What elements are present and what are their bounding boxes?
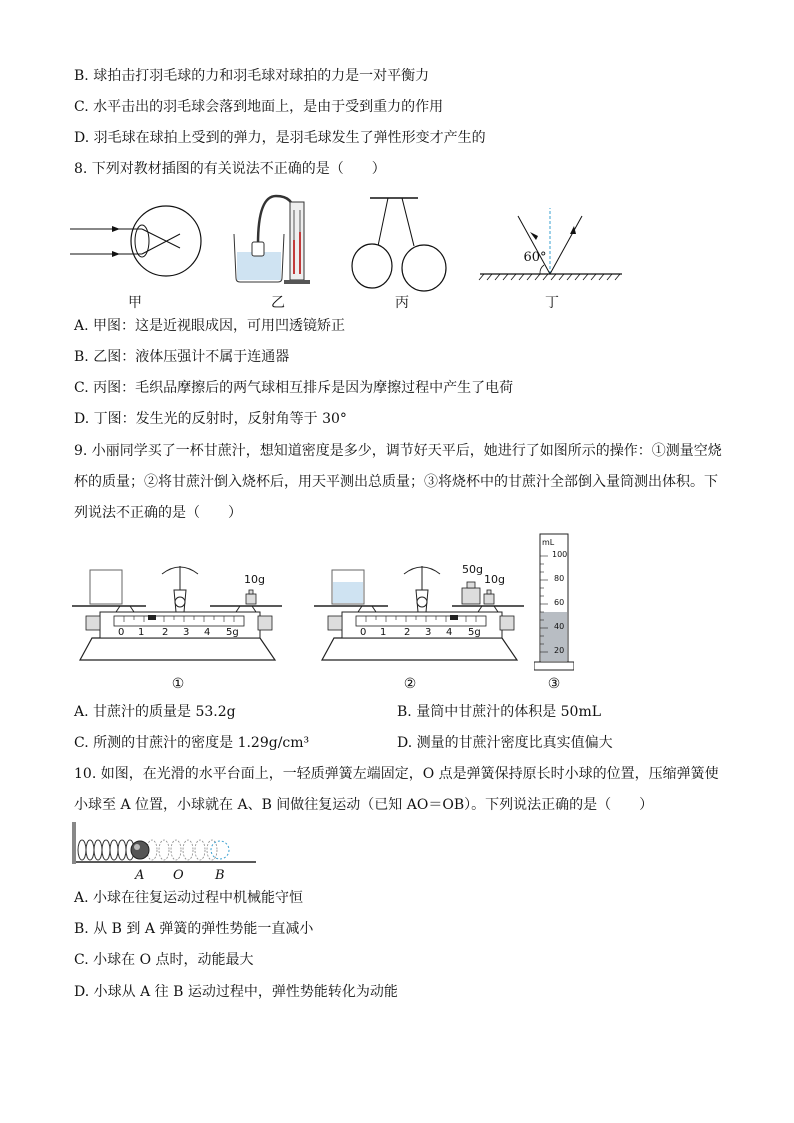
q9-fig1-scale-5g: 5g bbox=[226, 627, 239, 638]
q8-caption-bing: 丙 bbox=[395, 295, 409, 311]
q10-option-b: B. 从 B 到 A 弹簧的弹性势能一直减小 bbox=[74, 921, 314, 937]
q10-label-b: B bbox=[215, 868, 225, 883]
q10-label-a: A bbox=[135, 868, 145, 883]
q9-option-d: D. 测量的甘蔗汁密度比真实值偏大 bbox=[397, 735, 613, 751]
q10-stem-line1: 10. 如图，在光滑的水平台面上，一轻质弹簧左端固定，O 点是弹簧保持原长时小球的位置，压缩弹簧使 bbox=[74, 766, 719, 782]
q8-caption-ding: 丁 bbox=[545, 295, 559, 311]
q8-figure-yi-pressure-gauge bbox=[228, 188, 328, 288]
q9-option-a: A. 甘蔗汁的质量是 53.2g bbox=[74, 704, 236, 720]
q9-fig2-scale-4: 4 bbox=[446, 627, 453, 638]
q9-fig2-scale-5g: 5g bbox=[468, 627, 481, 638]
q9-fig2-scale-0: 0 bbox=[360, 627, 367, 638]
q9-fig-label-3: ③ bbox=[547, 676, 561, 692]
q9-stem-line1: 9. 小丽同学买了一杯甘蔗汁，想知道密度是多少，调节好天平后，她进行了如图所示的操作：①测量空烧 bbox=[74, 443, 722, 459]
q7-option-c: C. 水平击出的羽毛球会落到地面上，是由于受到重力的作用 bbox=[74, 99, 444, 115]
q8-caption-jia: 甲 bbox=[128, 295, 142, 311]
q9-fig-label-2: ② bbox=[403, 676, 417, 692]
q9-fig1-scale-0: 0 bbox=[118, 627, 125, 638]
q9-fig1-scale-1: 1 bbox=[138, 627, 145, 638]
q7-option-d: D. 羽毛球在球拍上受到的弹力，是羽毛球发生了弹性形变才产生的 bbox=[74, 130, 486, 146]
q8-angle-label: 60° bbox=[523, 250, 547, 265]
q8-stem: 8. 下列对教材插图的有关说法不正确的是（ ） bbox=[74, 161, 386, 177]
q9-stem-line2: 杯的质量；②将甘蔗汁倒入烧杯后，用天平测出总质量；③将烧杯中的甘蔗汁全部倒入量筒测出体积。下 bbox=[74, 474, 718, 490]
q9-fig1-scale-2: 2 bbox=[162, 627, 169, 638]
q9-cylinder-tick-20: 20 bbox=[554, 646, 565, 655]
q9-fig2-weight-10g: 10g bbox=[484, 573, 505, 586]
q10-label-o: O bbox=[173, 868, 184, 883]
q9-fig2-scale-1: 1 bbox=[380, 627, 387, 638]
q10-option-c: C. 小球在 O 点时，动能最大 bbox=[74, 952, 254, 968]
q8-option-b: B. 乙图：液体压强计不属于连通器 bbox=[74, 349, 290, 365]
q8-option-c: C. 丙图：毛织品摩擦后的两气球相互排斥是因为摩擦过程中产生了电荷 bbox=[74, 380, 514, 396]
q7-option-b: B. 球拍击打羽毛球的力和羽毛球对球拍的力是一对平衡力 bbox=[74, 68, 430, 84]
q10-option-d: D. 小球从 A 往 B 运动过程中，弹性势能转化为动能 bbox=[74, 984, 398, 1000]
q8-figure-ding-reflection bbox=[478, 206, 628, 286]
q9-cylinder-tick-40: 40 bbox=[554, 622, 565, 631]
q9-cylinder-tick-60: 60 bbox=[554, 598, 565, 607]
q9-cylinder-unit: mL bbox=[542, 538, 555, 547]
q8-figure-bing-balloons bbox=[348, 196, 454, 292]
q8-figure-jia-eye bbox=[70, 196, 210, 286]
q10-option-a: A. 小球在往复运动过程中机械能守恒 bbox=[74, 890, 304, 906]
q10-stem-line2: 小球至 A 位置，小球就在 A、B 间做往复运动（已知 AO＝OB）。下列说法正确的是（ ） bbox=[74, 797, 654, 813]
q9-fig2-scale-3: 3 bbox=[425, 627, 432, 638]
q9-fig-label-1: ① bbox=[171, 676, 185, 692]
q9-fig1-scale-3: 3 bbox=[183, 627, 190, 638]
q9-fig2-weight-50g: 50g bbox=[462, 563, 483, 576]
q8-option-a: A. 甲图：这是近视眼成因，可用凹透镜矫正 bbox=[74, 318, 346, 334]
q9-option-b: B. 量筒中甘蔗汁的体积是 50mL bbox=[397, 704, 602, 720]
q8-option-d: D. 丁图：发生光的反射时，反射角等于 30° bbox=[74, 411, 347, 427]
q9-fig1-scale-4: 4 bbox=[204, 627, 211, 638]
q8-caption-yi: 乙 bbox=[271, 295, 285, 311]
q9-option-c: C. 所测的甘蔗汁的密度是 1.29g/cm³ bbox=[74, 735, 310, 751]
q9-cylinder-tick-80: 80 bbox=[554, 574, 565, 583]
q9-fig1-weight-10g: 10g bbox=[244, 573, 265, 586]
q10-spring-figure bbox=[72, 820, 262, 868]
q9-stem-line3: 列说法不正确的是（ ） bbox=[74, 505, 242, 521]
q9-cylinder-tick-100: 100 bbox=[552, 550, 568, 559]
q9-fig2-scale-2: 2 bbox=[404, 627, 411, 638]
